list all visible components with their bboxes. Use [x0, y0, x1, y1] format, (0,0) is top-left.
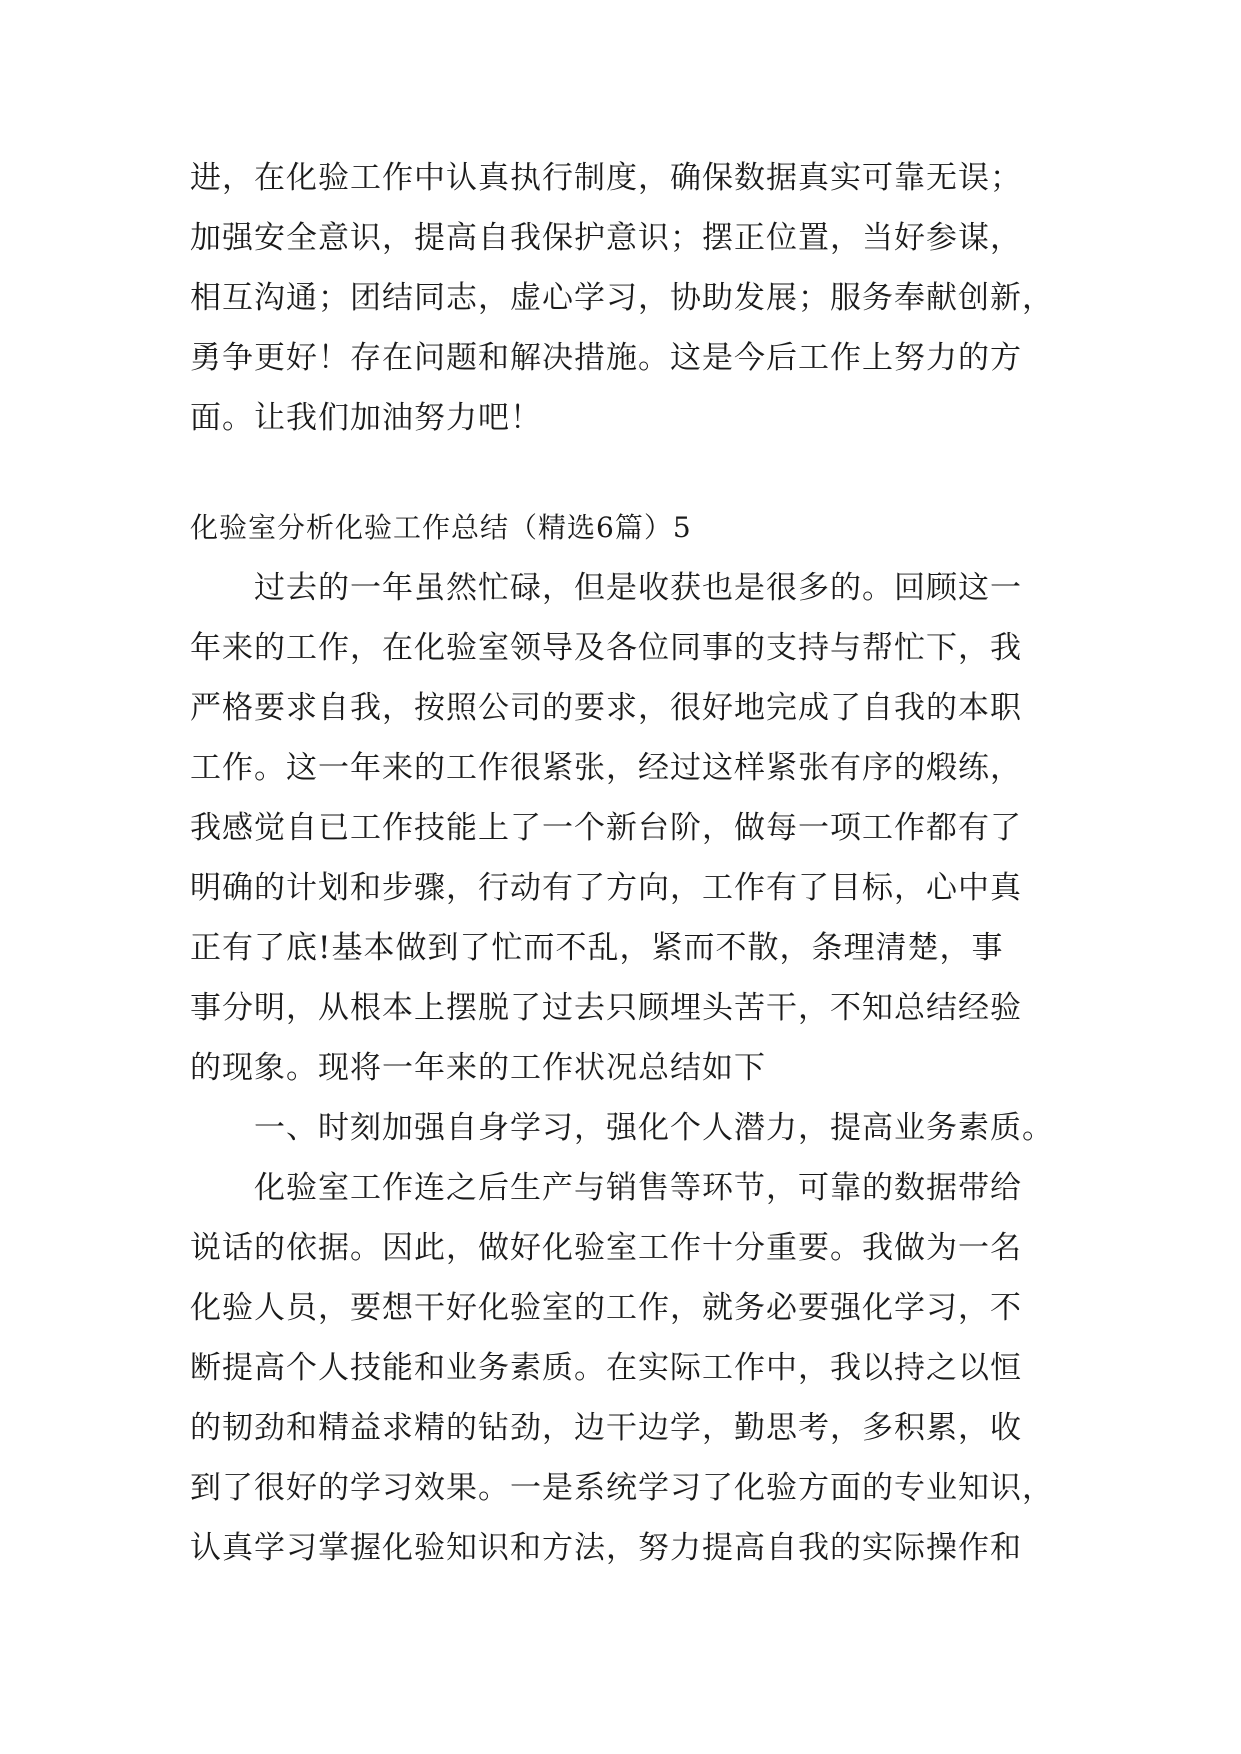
text-line: 工作。这一年来的工作很紧张，经过这样紧张有序的煅练， — [190, 750, 1022, 786]
text-line: 到了很好的学习效果。一是系统学习了化验方面的专业知识， — [190, 1470, 1054, 1506]
text-line: 说话的依据。因此，做好化验室工作十分重要。我做为一名 — [190, 1230, 1022, 1266]
section-title: 化验室分析化验工作总结（精选6篇）5 — [190, 511, 692, 544]
text-line: 严格要求自我，按照公司的要求，很好地完成了自我的本职 — [190, 690, 1022, 726]
text-line: 化验人员，要想干好化验室的工作，就务必要强化学习，不 — [190, 1290, 1022, 1326]
text-line: 面。让我们加油努力吧！ — [190, 400, 542, 436]
subheading: 一、时刻加强自身学习，强化个人潜力，提高业务素质。 — [254, 1110, 1054, 1146]
text-line: 勇争更好！存在问题和解决措施。这是今后工作上努力的方 — [190, 340, 1022, 376]
text-line: 事分明，从根本上摆脱了过去只顾埋头苦干，不知总结经验 — [190, 990, 1022, 1026]
text-line: 相互沟通；团结同志，虚心学习，协助发展；服务奉献创新， — [190, 280, 1054, 316]
text-line: 的韧劲和精益求精的钻劲，边干边学，勤思考，多积累，收 — [190, 1410, 1022, 1446]
text-line: 正有了底!基本做到了忙而不乱，紧而不散，条理清楚，事 — [190, 930, 1004, 966]
paragraph-2 — [190, 1158, 1060, 1578]
paragraph-1 — [190, 558, 1060, 1098]
text-line: 化验室工作连之后生产与销售等环节，可靠的数据带给 — [254, 1170, 1022, 1206]
text-line: 年来的工作，在化验室领导及各位同事的支持与帮忙下，我 — [190, 630, 1022, 666]
text-line: 认真学习掌握化验知识和方法，努力提高自我的实际操作和 — [190, 1530, 1022, 1566]
text-line: 过去的一年虽然忙碌，但是收获也是很多的。回顾这一 — [254, 570, 1022, 606]
text-line: 断提高个人技能和业务素质。在实际工作中，我以持之以恒 — [190, 1350, 1022, 1386]
document-body — [190, 148, 1060, 1578]
text-line: 加强安全意识，提高自我保护意识；摆正位置，当好参谋， — [190, 220, 1022, 256]
text-line: 明确的计划和步骤，行动有了方向，工作有了目标，心中真 — [190, 870, 1022, 906]
text-line: 我感觉自已工作技能上了一个新台阶，做每一项工作都有了 — [190, 810, 1022, 846]
text-line: 的现象。现将一年来的工作状况总结如下 — [190, 1050, 766, 1086]
intro-paragraph — [190, 148, 1060, 448]
text-line: 进，在化验工作中认真执行制度，确保数据真实可靠无误； — [190, 160, 1022, 196]
